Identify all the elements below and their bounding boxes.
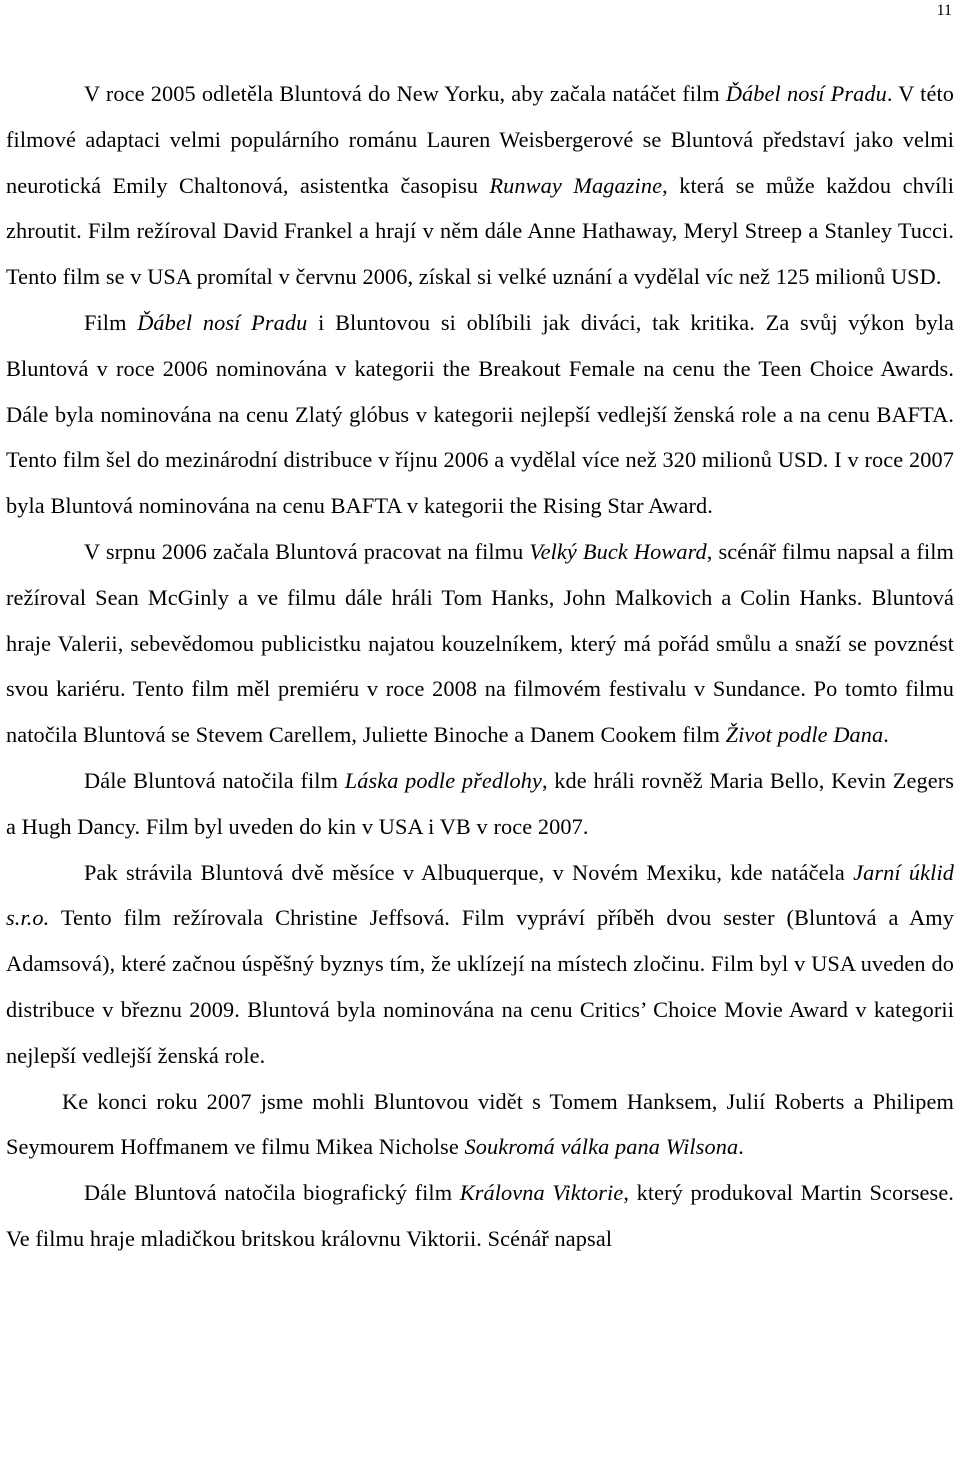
- paragraph-2-seg-0: Film: [84, 309, 138, 335]
- paragraph-5-seg-0: Pak strávila Bluntová dvě měsíce v Albuquerque, v Novém Mexiku, kde natáčela: [84, 859, 854, 885]
- paragraph-1-seg-3-italic: Runway Magazine: [489, 172, 663, 198]
- paragraph-1-seg-0: V roce 2005 odletěla Bluntová do New Yorku, aby začala natáčet film: [84, 81, 726, 106]
- paragraph-3-seg-4: .: [883, 722, 889, 748]
- paragraph-1-seg-4: , která se může každou chvíli zhroutit. Film režíroval David Frankel a hrají v něm dále Anne Hathaway, Meryl Streep a Stanley Tucci. Tento film se v USA promítal v červnu 2006, získal si velké uznání a vydělal víc než 125 milionů USD.: [6, 172, 954, 290]
- paragraph-2-seg-2: i Bluntovou si oblíbili jak diváci, tak kritika. Za svůj výkon byla Bluntová v roce 2006 nominována v kategorii the Breakout Female na cenu the Teen Choice Awards. Dále byla nominována na cenu Zlatý glóbus v kategorii nejlepší vedlejší ženská role a na cenu BAFTA. Tento film šel do mezinárodní distribuce v říjnu 2006 a vydělal více než 320 milionů USD. I v roce 2007 byla Bluntová nominována na cenu BAFTA v kategorii the Rising Star Award.: [6, 309, 955, 519]
- paragraph-7-seg-1-italic: Královna Viktorie: [459, 1180, 624, 1206]
- paragraph-4-seg-0: Dále Bluntová natočila film: [84, 767, 345, 793]
- paragraph-4-seg-2: , kde hráli rovněž Maria Bello, Kevin Zegers a Hugh Dancy. Film byl uveden do kin v USA i VB v roce 2007.: [6, 767, 955, 839]
- paragraph-5: [6, 850, 954, 1079]
- paragraph-3-seg-2: , scénář filmu napsal a film režíroval Sean McGinly a ve filmu dále hráli Tom Hanks, John Malkovich a Colin Hanks. Bluntová hraje Valerii, sebevědomou publicistku najatou kouzelníkem, který má pořád smůlu a snaží se povznést svou kariéru. Tento film měl premiéru v roce 2008 na filmovém festivalu v Sundance. Po tomto filmu natočila Bluntová se Stevem Carellem, Juliette Binoche a Danem Cookem film: [6, 538, 954, 748]
- paragraph-6: [6, 1079, 954, 1171]
- paragraph-3: [6, 529, 954, 758]
- paragraph-7-seg-0: Dále Bluntová natočila biografický film: [84, 1180, 460, 1206]
- paragraph-1: [6, 71, 954, 300]
- page-number: 11: [936, 2, 952, 19]
- paragraph-3-seg-1-italic: Velký Buck Howard: [529, 538, 707, 564]
- paragraph-7-seg-2: , který produkoval Martin Scorsese. Ve filmu hraje mladičkou britskou královnu Viktorii. Scénář napsal: [6, 1180, 954, 1251]
- paragraph-2: [6, 300, 954, 529]
- paragraph-3-seg-0: V srpnu 2006 začala Bluntová pracovat na filmu: [84, 538, 530, 564]
- paragraph-6-seg-2: .: [738, 1134, 744, 1160]
- paragraph-6-seg-0: Ke konci roku 2007 jsme mohli Bluntovou vidět s Tomem Hanksem, Julií Roberts a Philipem Seymourem Hoffmanem ve filmu Mikea Nicholse: [6, 1088, 954, 1160]
- paragraph-1-seg-2: . V této filmové adaptaci velmi populárního románu Lauren Weisbergerové se Bluntová představí jako velmi neurotická Emily Chaltonová, asistentka časopisu: [6, 81, 954, 198]
- paragraph-3-seg-3-italic: Život podle Dana: [725, 722, 884, 748]
- paragraph-2-seg-1-italic: Ďábel nosí Pradu: [137, 309, 308, 335]
- paragraph-4: [6, 758, 954, 850]
- paragraph-5-seg-1-italic: Jarní úklid s.r.o.: [6, 859, 954, 931]
- paragraph-7: [6, 1170, 954, 1262]
- paragraph-1-seg-1-italic: Ďábel nosí Pradu: [725, 81, 887, 106]
- paragraph-4-seg-1-italic: Láska podle předlohy: [344, 767, 542, 793]
- document-body: [6, 71, 954, 1262]
- paragraph-6-seg-1-italic: Soukromá válka pana Wilsona: [464, 1134, 739, 1160]
- paragraph-5-seg-2: Tento film režírovala Christine Jeffsová. Film vypráví příběh dvou sester (Bluntová a Amy Adamsová), které začnou úspěšný byznys tím, že uklízejí na místech zločinu. Film byl v USA uveden do distribuce v březnu 2009. Bluntová byla nominována na cenu Critics’ Choice Movie Award v kategorii nejlepší vedlejší ženská role.: [6, 905, 954, 1068]
